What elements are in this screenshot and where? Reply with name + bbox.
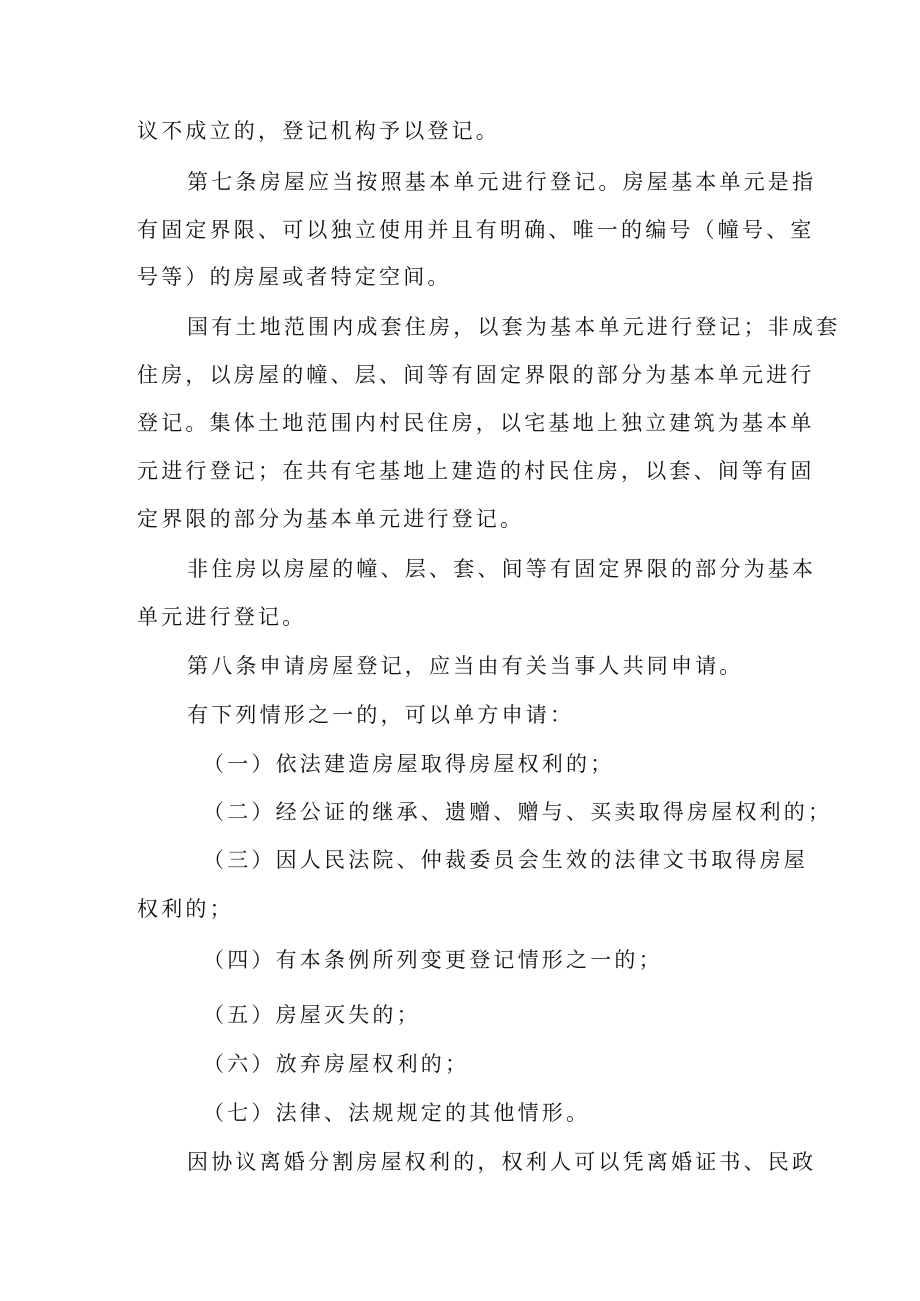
text-line: 第八条申请房屋登记，应当由有关当事人共同申请。	[187, 654, 744, 678]
text-line: （一）依法建造房屋取得房屋权利的；	[203, 752, 615, 776]
text-line: 登记。集体土地范围内村民住房，以宅基地上独立建筑为基本单	[137, 411, 815, 435]
text-line: 国有土地范围内成套住房，以套为基本单元进行登记；非成套	[187, 315, 841, 339]
text-line: 非住房以房屋的幢、层、套、间等有固定界限的部分为基本	[187, 557, 817, 581]
text-line: 权利的；	[137, 897, 234, 921]
text-line: （二）经公证的继承、遗赠、赠与、买卖取得房屋权利的；	[203, 800, 833, 824]
text-line: 第七条房屋应当按照基本单元进行登记。房屋基本单元是指	[187, 170, 817, 194]
text-line: （五）房屋灭失的；	[203, 1003, 421, 1027]
text-line: 有下列情形之一的，可以单方申请：	[187, 703, 575, 727]
text-line: （六）放弃房屋权利的；	[203, 1052, 470, 1076]
text-line: 单元进行登记。	[137, 605, 307, 629]
text-line: 定界限的部分为基本单元进行登记。	[137, 507, 525, 531]
text-line: （四）有本条例所列变更登记情形之一的；	[203, 948, 663, 972]
text-line: （七）法律、法规规定的其他情形。	[203, 1101, 591, 1125]
text-line: 有固定界限、可以独立使用并且有明确、唯一的编号（幢号、室	[137, 218, 815, 242]
text-line: 住房，以房屋的幢、层、间等有固定界限的部分为基本单元进行	[137, 363, 815, 387]
text-line: 号等）的房屋或者特定空间。	[137, 265, 452, 289]
text-line: 议不成立的，登记机构予以登记。	[137, 119, 500, 143]
text-line: （三）因人民法院、仲裁委员会生效的法律文书取得房屋	[203, 848, 808, 872]
text-line: 元进行登记；在共有宅基地上建造的村民住房，以套、间等有固	[137, 459, 815, 483]
text-line: 因协议离婚分割房屋权利的，权利人可以凭离婚证书、民政	[187, 1150, 817, 1174]
